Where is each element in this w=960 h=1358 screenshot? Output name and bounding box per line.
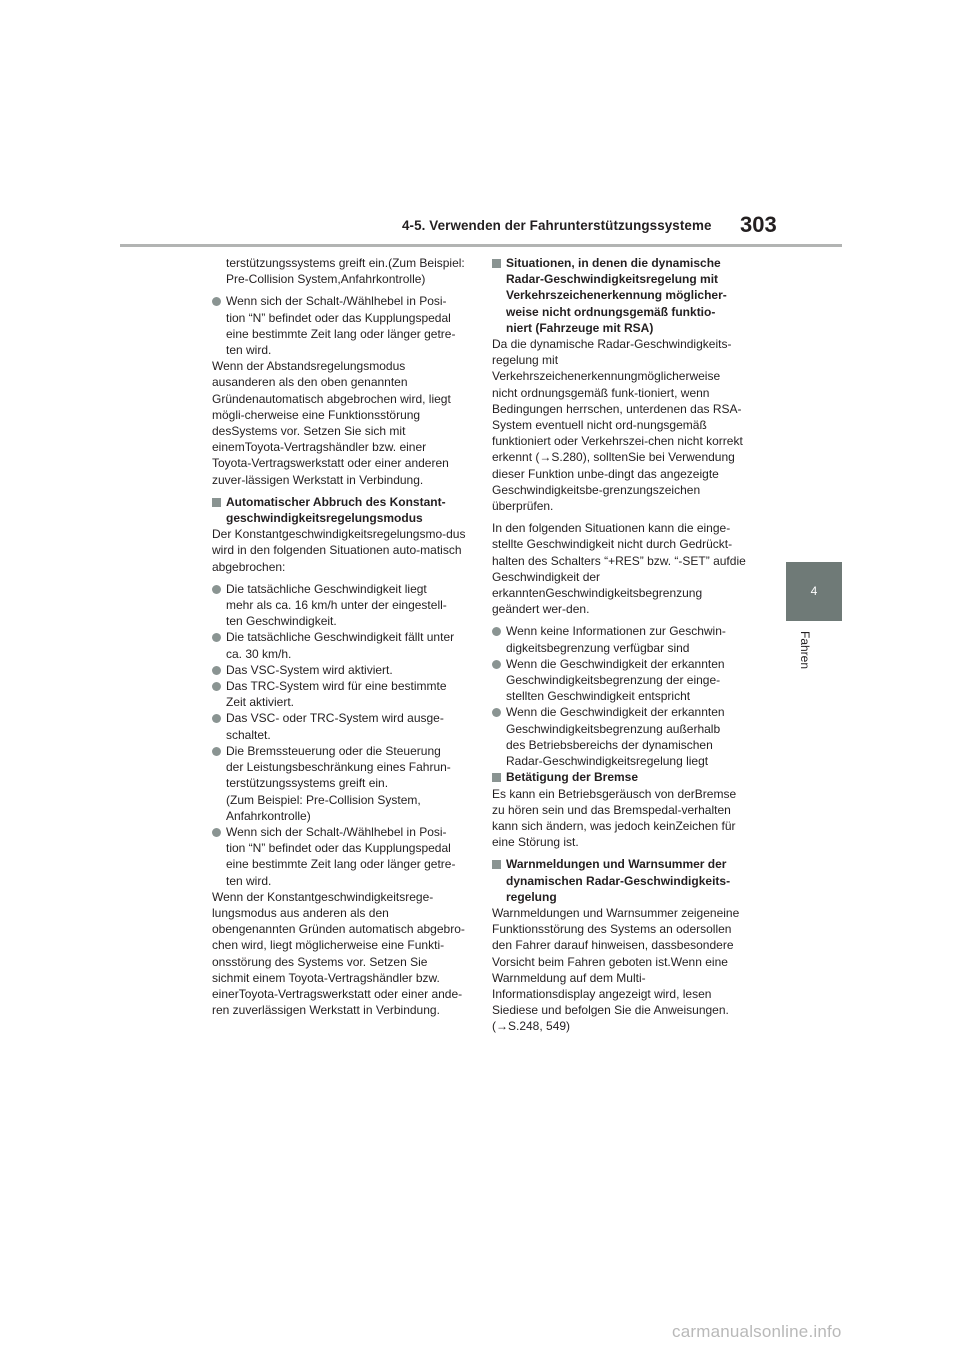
bullet-item [212,293,468,358]
bullet-item [212,710,468,742]
paragraph [212,358,468,488]
text-line: stellte Geschwindigkeit nicht durch Gedrückt- [492,537,733,552]
text-line: terstützungssystems greift ein. [226,776,389,791]
text-line: matisch abgebrochen: [212,543,462,574]
section-heading [212,494,468,526]
bullet-item [492,623,748,655]
header-rule [120,244,842,247]
text-line: Zeichen für eine Störung ist. [492,818,736,850]
text-line: Das VSC-System wird aktiviert. [226,662,393,677]
text-line: mehr als ca. 16 km/h unter der eingestell- [226,598,447,613]
text-line: chen nicht korrekt erkennt (→S.280), sollten [492,434,743,465]
text-line: Wenn eine Warnmeldung auf dem Multi- [492,954,728,985]
text-line: verhalten kann sich ändern, was jedoch kein [492,802,731,833]
text-line: tion “N” befindet oder das Kupplungspedal [226,310,451,325]
text-line: eine Funktionsstörung des Systems an oder [492,905,740,937]
text-line: Wenn sich der Schalt-/Wählhebel in Posi- [226,294,447,309]
chapter-label: Fahren [798,631,812,670]
text-line: Betätigung der Bremse [506,770,639,785]
text-line: Die tatsächliche Geschwindigkeit liegt [226,581,427,596]
text-line: stellten Geschwindigkeit entspricht [506,689,691,704]
text-line: den. [566,602,590,617]
text-line: Geschwindigkeitsbegrenzung außerhalb [506,721,721,736]
text-line: Die Bremssteuerung oder die Steuerung [226,743,441,758]
text-line: Wenn der Abstandsregelungsmodus aus [212,359,406,390]
text-line: Situationen, in denen die dynamische [506,256,721,270]
text-line: eine bestimmte Zeit lang oder länger getre- [226,857,456,872]
continued-text [212,255,468,287]
text-line: Vertragswerkstatt oder einer anderen zuver- [212,456,449,487]
text-line: Warnmeldungen und Warnsummer zeigen [492,905,717,920]
text-line: Anfahrkontrolle) [226,808,311,823]
text-line: Wenn die Geschwindigkeit der erkannten [506,656,725,671]
text-line: Die tatsächliche Geschwindigkeit fällt unter [226,630,455,645]
text-line: regelung mit Verkehrszeichenerkennung [492,353,638,384]
text-line: ren zuverlässigen Werkstatt in Verbindung. [212,1003,440,1018]
bullet-item [212,743,468,824]
text-line: grenzungszeichen überprüfen. [492,482,701,514]
text-line: Wenn die Geschwindigkeit der erkannten [506,705,725,720]
text-line: sollen den Fahrer darauf hinweisen, dass [492,922,732,953]
text-line: Warnmeldungen und Warnsummer der [506,857,727,872]
text-line: onsstörung des Systems vor. Setzen Sie sich [212,954,428,985]
text-line: Wenn keine Informationen zur Geschwin- [506,624,726,639]
text-line: geschwindigkeitsregelungsmodus [226,511,423,526]
text-line: (Zum Beispiel: Pre-Collision System, [226,792,421,807]
bullet-item [492,656,748,705]
bullet-item [212,678,468,710]
text-line: Das VSC- oder TRC-System wird ausge- [226,711,444,726]
watermark: carmanualsonline.info [672,1322,842,1341]
paragraph [492,786,748,851]
text-line: cherweise eine Funktionsstörung des [212,407,421,439]
text-line: anderen als den oben genannten Gründen [212,375,408,406]
bullet-item [212,581,468,630]
bullet-item [212,662,468,678]
text-line: Toyota-Vertragswerkstatt oder einer ande- [238,986,463,1001]
bullet-item [212,824,468,889]
right-column [492,255,748,1041]
text-line: ten wird. [226,343,272,358]
text-line: Wenn sich der Schalt-/Wählhebel in Posi- [226,824,447,839]
section-heading [492,255,748,336]
text-line: Toyota-Vertragshändler bzw. einer Toyota- [212,440,427,471]
paragraph [212,526,468,575]
section-title: 4-5. Verwenden der Fahrunterstützungssysteme [402,218,712,233]
text-line: Wenn der Konstantgeschwindigkeitsrege- [212,889,434,904]
text-line: Zeit aktiviert. [226,695,295,710]
chapter-tab: 4 [786,562,842,621]
text-line: dus wird in den folgenden Situationen auto- [212,527,466,558]
bullet-item [492,704,748,769]
text-line: regelung [506,889,557,904]
text-line: weise nicht ordnungsgemäß funktio- [506,304,716,319]
text-line: terstützungssystems greift ein. [226,256,389,270]
text-line: Informationsdisplay angezeigt wird, lesen Sie [492,986,712,1018]
text-line: niert (Fahrzeuge mit RSA) [506,320,654,335]
text-line: Der Konstantgeschwindigkeitsregelungsmo- [212,527,447,542]
text-line: genannten Gründen automatisch abgebro- [238,922,465,937]
text-line: denen das RSA-System eventuell nicht ord- [492,401,742,433]
text-line: Radar-Geschwindigkeitsregelung liegt [506,754,709,769]
text-line: nungsgemäß funktioniert oder Verkehrszei- [492,418,707,449]
text-line: Bremse zu hören sein und das Bremspedal- [492,786,737,817]
left-column [212,255,468,1024]
text-line: die Geschwindigkeit der erkannten [492,553,746,601]
text-line: ten Geschwindigkeit. [226,614,337,629]
text-line: mit einem Toyota-Vertragshändler bzw. einer [212,970,440,1001]
text-line: besondere Vorsicht beim Fahren geboten ist. [492,938,734,969]
section-heading [492,769,748,785]
text-line: Radar-Geschwindigkeitsregelung mit [506,272,719,287]
text-line: ten wird. [226,873,272,888]
text-line: (Zum Beispiel: Pre-Collision System, [226,256,465,287]
text-line: Geschwindigkeitsbegrenzung der einge- [506,673,721,688]
text-line: Systems vor. Setzen Sie sich mit einem [212,424,406,455]
text-line: automatisch abgebrochen wird, liegt mögli- [212,391,451,422]
text-line: lungsmodus aus anderen als den oben [212,905,389,937]
paragraph [212,889,468,1019]
text-line: dynamischen Radar-Geschwindigkeits- [506,873,731,888]
text-line: Da die dynamische Radar-Geschwindigkeits- [492,337,732,352]
paragraph [492,905,748,1035]
text-line: Anfahrkontrolle) [340,272,426,287]
text-line: halten des Schalters “+RES” bzw. “-SET” auf [492,553,730,568]
text-line: Geschwindigkeitsbegrenzung geändert wer- [492,586,703,617]
text-line: Das TRC-System wird für eine bestimmte [226,679,447,694]
paragraph [492,336,748,514]
text-line: (→S.248, 549) [492,1019,571,1034]
text-line: möglicherweise nicht ordnungsgemäß funk- [492,369,721,400]
text-line: eine bestimmte Zeit lang oder länger getre- [226,326,456,341]
section-heading [492,856,748,905]
text-line: tion “N” befindet oder das Kupplungspedal [226,841,451,856]
text-line: Es kann ein Betriebsgeräusch von der [492,786,695,801]
text-line: lässigen Werkstatt in Verbindung. [245,472,424,487]
text-line: schaltet. [226,727,271,742]
text-line: des Betriebsbereichs der dynamischen [506,737,713,752]
page-number: 303 [740,212,777,237]
text-line: tioniert, wenn Bedingungen herrschen, unter [492,385,710,416]
text-line: dingt das angezeigte Geschwindigkeitsbe- [492,466,719,497]
bullet-item [212,629,468,661]
text-line: digkeitsbegrenzung verfügbar sind [506,640,690,655]
text-line: Sie bei Verwendung dieser Funktion unbe- [492,450,735,481]
paragraph [492,520,748,617]
text-line: chen wird, liegt möglicherweise eine Funkti- [212,938,445,953]
text-line: diese und befolgen Sie die Anweisungen. [509,1003,729,1018]
text-line: der Leistungsbeschränkung eines Fahrun- [226,760,451,775]
text-line: Automatischer Abbruch des Konstant- [226,494,446,509]
text-line: Verkehrszeichenerkennung möglicher- [506,288,727,303]
text-line: In den folgenden Situationen kann die einge- [492,521,731,536]
text-line: ca. 30 km/h. [226,646,292,661]
